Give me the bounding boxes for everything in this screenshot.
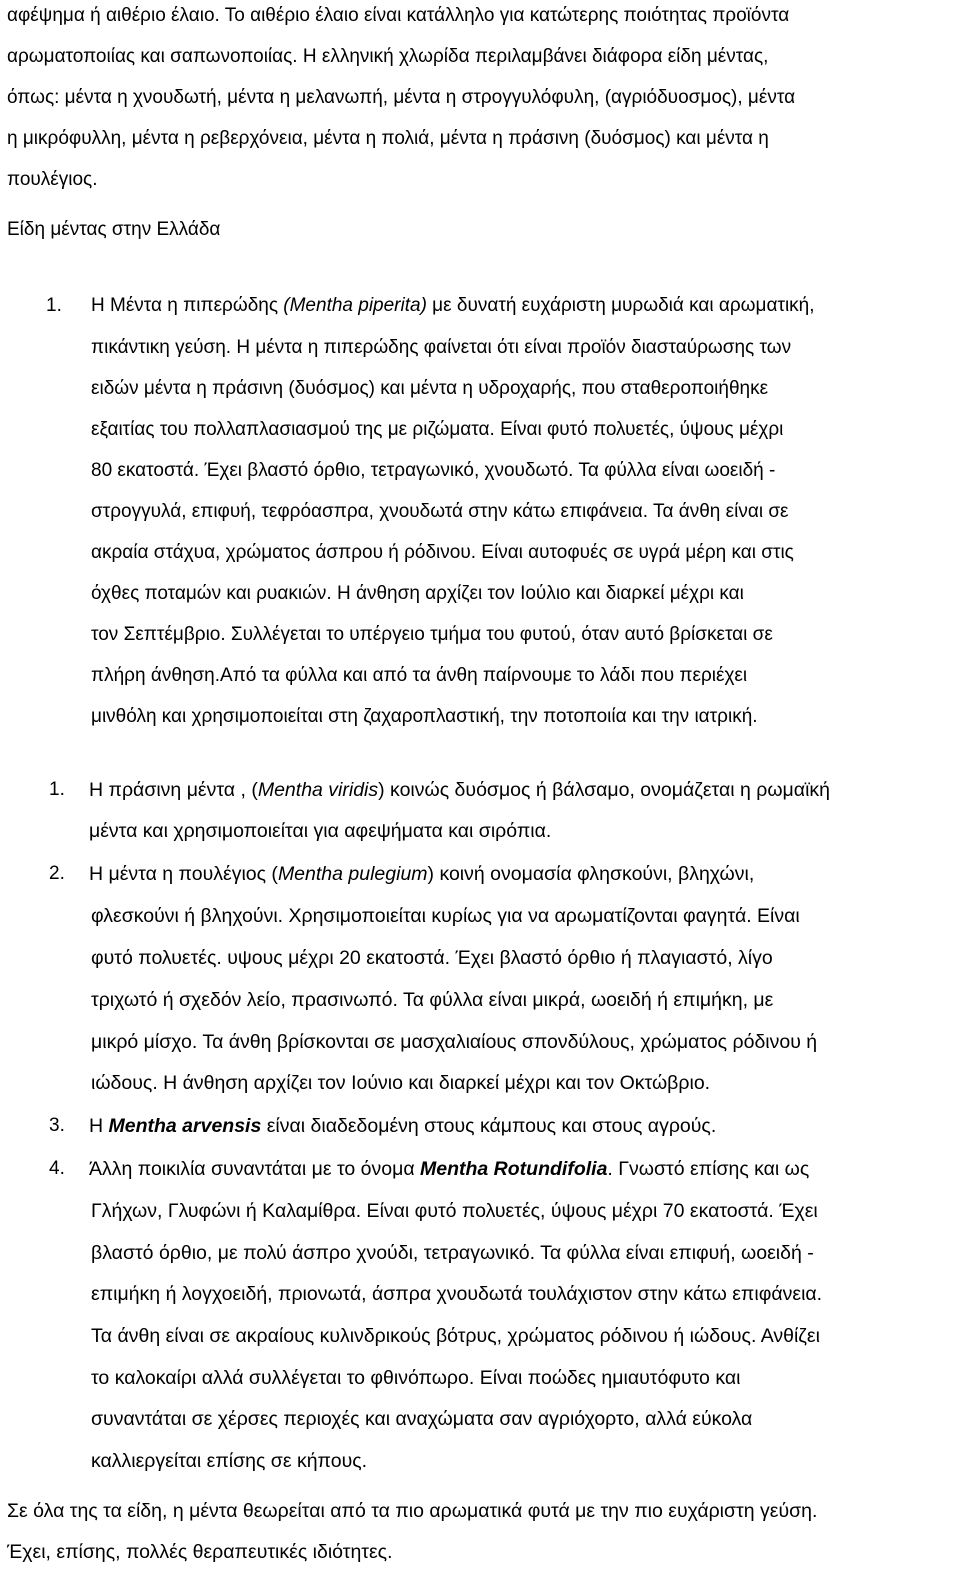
plant-name: δυόσμος <box>454 779 531 801</box>
list-item-line: φλεσκούνι ή βληχούνι. Χρησιμοποιείται κυρίως για να αρωματίζονται φαγητά. Είναι <box>91 905 800 927</box>
list-item-line: ακραία στάχυα, χρώματος άσπρου ή ρόδινου. Είναι αυτοφυές σε υγρά μέρη και στις <box>91 542 794 563</box>
list-number: 1. <box>46 295 62 316</box>
intro-line: όπως: μέντα η χνουδωτή, μέντα η μελανωπή, μέντα η στρογγυλόφυλη, (αγριόδυοσμος), μέντα <box>7 87 796 108</box>
intro-line: πουλέγιος. <box>7 169 98 190</box>
list-number: 4. <box>49 1158 65 1179</box>
list-item-line: εξαιτίας του πολλαπλασιασμού της με ριζώματα. Είναι φυτό πολυετές, ύψους μέχρι <box>91 419 784 440</box>
item-prefix: Η <box>89 1115 109 1137</box>
list-item-line: πλήρη άνθηση.Από τα φύλλα και από τα άνθη παίρνουμε το λάδι που περιέχει <box>91 665 748 686</box>
latin-name: (Mentha piperita) <box>278 295 427 316</box>
item-text: με δυνατή ευχάριστη μυρωδιά και αρωματική, <box>426 295 815 316</box>
item-prefix: Η <box>91 295 110 316</box>
latin-name: Mentha pulegium <box>277 863 428 885</box>
latin-name: Mentha viridis <box>257 779 379 801</box>
list-number: 1. <box>49 779 65 800</box>
list-item-line: το καλοκαίρι αλλά συλλέγεται το φθινόπωρο. Είναι ποώδες ημιαυτόφυτο και <box>91 1367 741 1389</box>
list-item-line: μέντα και χρησιμοποιείται για αφεψήματα και σιρόπια. <box>89 820 552 842</box>
list-item-line: Τα άνθη είναι σε ακραίους κυλινδρικούς βότρυς, χρώματος ρόδινου ή ιώδους. Ανθίζει <box>91 1325 820 1347</box>
intro-line: αρωματοποιίας και σαπωνοποιίας. Η ελληνική χλωρίδα περιλαμβάνει διάφορα είδη μέντας, <box>7 46 769 67</box>
list-item-line: επιμήκη ή λογχοειδή, πριονωτά, άσπρα χνουδωτά τουλάχιστον στην κάτω επιφάνεια. <box>91 1283 823 1305</box>
list-number: 3. <box>49 1115 65 1136</box>
closing-line: Έχει, επίσης, πολλές θεραπευτικές ιδιότητες. <box>7 1541 393 1563</box>
item-text: , ( <box>235 779 258 801</box>
item-prefix: Η <box>89 779 109 801</box>
latin-name: Mentha Rotundifolia <box>420 1158 608 1180</box>
list-item-line: τον Σεπτέμβριο. Συλλέγεται το υπέργειο τμήμα του φυτού, όταν αυτό βρίσκεται σε <box>91 624 773 645</box>
list-item-first-line <box>89 1157 809 1181</box>
list-item-line: όχθες ποταμών και ρυακιών. Η άνθηση αρχίζει τον Ιούλιο και διαρκεί μέχρι και <box>91 583 744 604</box>
latin-name: Mentha arvensis <box>108 1115 262 1137</box>
item-text: ) κοινή ονομασία φλησκούνι, βληχώνι, <box>427 863 755 885</box>
list-item-line: τριχωτό ή σχεδόν λείο, πρασινωπό. Τα φύλλα είναι μικρά, ωοειδή ή επιμήκη, με <box>91 989 774 1011</box>
list-item-first-line <box>91 294 815 318</box>
list-item-line: φυτό πολυετές. υψους μέχρι 20 εκατοστά. Έχει βλαστό όρθιο ή πλαγιαστό, λίγο <box>91 947 773 969</box>
plant-name: Μέντα η πιπερώδης <box>110 295 278 316</box>
list-item-first-line <box>89 1114 716 1138</box>
list-item-line: 80 εκατοστά. Έχει βλαστό όρθιο, τετραγωνικό, χνουδωτό. Τα φύλλα είναι ωοειδή - <box>91 460 776 481</box>
list-item-line: ιώδους. Η άνθηση αρχίζει τον Ιούνιο και διαρκεί μέχρι και τον Οκτώβριο. <box>91 1072 711 1094</box>
list-item-line: καλλιεργείται επίσης σε κήπους. <box>91 1450 368 1472</box>
item-text: ) κοινώς <box>378 779 455 801</box>
list-item-line: συναντάται σε χέρσες περιοχές και αναχώματα σαν αγριόχορτο, αλλά εύκολα <box>91 1408 753 1430</box>
item-text: . Γνωστό επίσης και ως <box>607 1158 810 1180</box>
list-item-line: μινθόλη και χρησιμοποιείται στη ζαχαροπλαστική, την ποτοποιία και την ιατρική. <box>91 706 758 727</box>
intro-line: η μικρόφυλλη, μέντα η ρεβερχόνεια, μέντα η πολιά, μέντα η πράσινη (δυόσμος) και μέντα η <box>7 128 769 149</box>
plant-name: πράσινη μέντα <box>108 779 236 801</box>
intro-line: αφέψημα ή αιθέριο έλαιο. Το αιθέριο έλαιο είναι κατάλληλο για κατώτερης ποιότητας προϊόντα <box>7 5 790 26</box>
item-text: είναι διαδεδομένη στους κάμπους και στους αγρούς. <box>261 1115 717 1137</box>
list-item-line: στρογγυλά, επιφυή, τεφρόασπρα, χνουδωτά στην κάτω επιφάνεια. Τα άνθη είναι σε <box>91 501 789 522</box>
list-item-first-line <box>89 862 754 886</box>
list-item-line: πικάντικη γεύση. Η μέντα η πιπερώδης φαίνεται ότι είναι προϊόν διασταύρωσης των <box>91 337 792 358</box>
item-prefix: Η <box>89 863 109 885</box>
list-item-line: μικρό μίσχο. Τα άνθη βρίσκονται σε μασχαλιαίους σπονδύλους, χρώματος ρόδινου ή <box>91 1031 818 1053</box>
list-item-line: βλαστό όρθιο, με πολύ άσπρο χνούδι, τετραγωνικό. Τα φύλλα είναι επιφυή, ωοειδή - <box>91 1242 814 1264</box>
plant-name: μέντα η πουλέγιος <box>108 863 267 885</box>
list-number: 2. <box>49 863 65 884</box>
list-item-line: ειδών μέντα η πράσινη (δυόσμος) και μέντα η υδροχαρής, που σταθεροποιήθηκε <box>91 378 769 399</box>
item-text: ( <box>266 863 278 885</box>
list-item-first-line <box>89 778 830 802</box>
list-item-line: Γλήχων, Γλυφώνι ή Καλαμίθρα. Είναι φυτό πολυετές, ύψους μέχρι 70 εκατοστά. Έχει <box>91 1200 818 1222</box>
section-heading: Είδη μέντας στην Ελλάδα <box>7 219 221 240</box>
item-text: ή βάλσαμο, ονομάζεται η ρωμαϊκή <box>530 779 830 801</box>
closing-line: Σε όλα της τα είδη, η μέντα θεωρείται από τα πιο αρωματικά φυτά με την πιο ευχάριστη γεύση. <box>7 1500 818 1522</box>
item-text: Άλλη ποικιλία συναντάται με το όνομα <box>89 1158 421 1180</box>
